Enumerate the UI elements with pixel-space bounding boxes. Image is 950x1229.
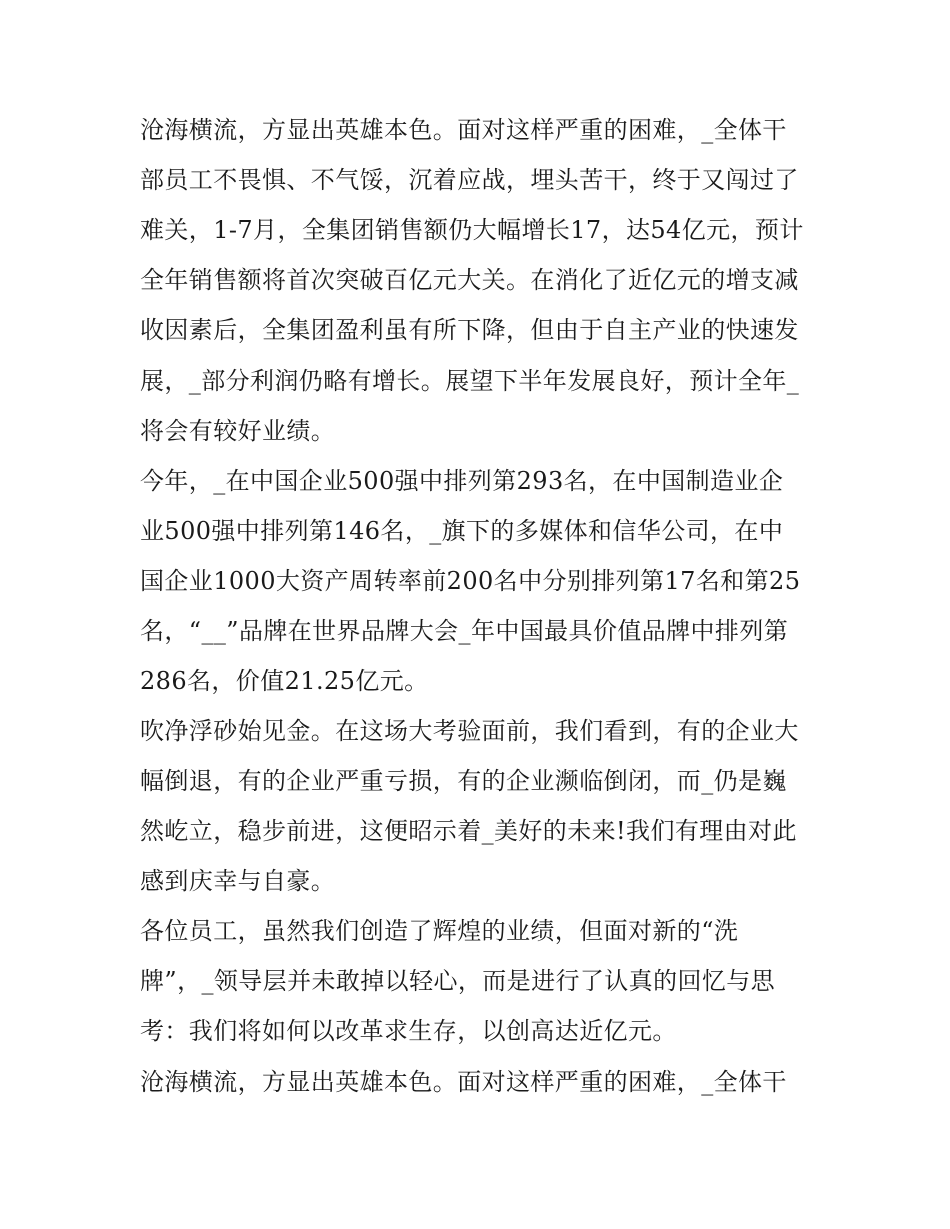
text-line: 感到庆幸与自豪。 <box>140 867 336 895</box>
text-line: 业500强中排列第146名，_旗下的多媒体和信华公司，在中 <box>140 517 784 545</box>
text-line: 名，“__”品牌在世界品牌大会_年中国最具价值品牌中排列第 <box>140 617 789 645</box>
text-line: 然屹立，稳步前进，这便昭示着_美好的未来!我们有理由对此 <box>140 817 797 845</box>
text-line: 幅倒退，有的企业严重亏损，有的企业濒临倒闭，而_仍是巍 <box>140 767 787 795</box>
text-line: 难关，1-7月，全集团销售额仍大幅增长17，达54亿元，预计 <box>140 216 804 244</box>
text-line: 考：我们将如何以改革求生存，以创高达近亿元。 <box>140 1017 677 1045</box>
text-line: 286名，价值21.25亿元。 <box>140 667 429 695</box>
text-line: 今年，_在中国企业500强中排列第293名，在中国制造业企 <box>140 467 784 495</box>
text-line: 展，_部分利润仍略有增长。展望下半年发展良好，预计全年_ <box>140 367 800 395</box>
text-line: 沧海横流，方显出英雄本色。面对这样严重的困难，_全体干 <box>140 1068 787 1096</box>
text-line: 各位员工，虽然我们创造了辉煌的业绩，但面对新的“洗 <box>140 917 739 945</box>
text-line: 部员工不畏惧、不气馁，沉着应战，埋头苦干，终于又闯过了 <box>140 166 799 194</box>
text-line: 沧海横流，方显出英雄本色。面对这样严重的困难，_全体干 <box>140 116 787 144</box>
text-line: 全年销售额将首次突破百亿元大关。在消化了近亿元的增支减 <box>140 266 799 294</box>
text-line: 国企业1000大资产周转率前200名中分别排列第17名和第25 <box>140 567 801 595</box>
text-line: 吹净浮砂始见金。在这场大考验面前，我们看到，有的企业大 <box>140 717 799 745</box>
text-line: 牌”，_领导层并未敢掉以轻心，而是进行了认真的回忆与思 <box>140 967 776 995</box>
text-line: 收因素后，全集团盈利虽有所下降，但由于自主产业的快速发 <box>140 316 799 344</box>
text-line: 将会有较好业绩。 <box>140 417 336 445</box>
